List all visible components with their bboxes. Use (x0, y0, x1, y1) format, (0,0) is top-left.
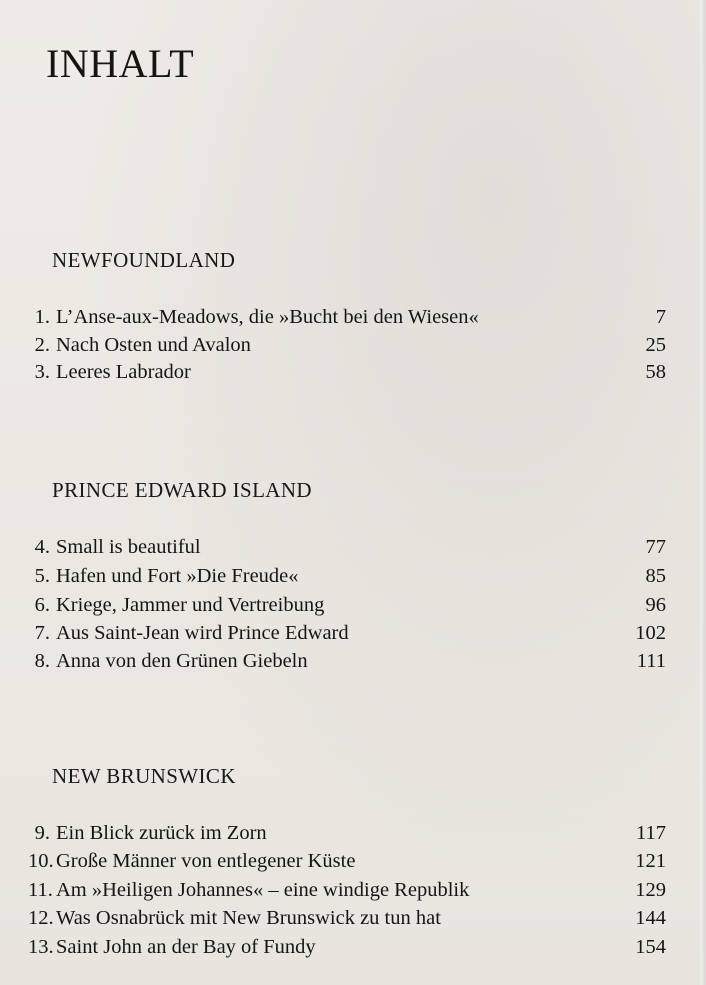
section-heading-newfoundland: NEWFOUNDLAND (52, 248, 236, 272)
chapter-number: 13. (28, 936, 54, 958)
chapter-number: 6. (34, 594, 50, 616)
chapter-number: 3. (34, 361, 50, 383)
toc-entry[interactable] (28, 594, 666, 620)
page-number: 111 (636, 650, 666, 672)
toc-entry[interactable] (28, 536, 666, 562)
chapter-title: Was Osnabrück mit New Brunswick zu tun hat (56, 907, 441, 929)
page-number: 154 (635, 936, 666, 958)
chapter-title: Small is beautiful (56, 536, 201, 558)
page-number: 121 (635, 850, 666, 872)
toc-entry[interactable] (28, 361, 666, 387)
chapter-title: Große Männer von entlegener Küste (56, 850, 356, 872)
page-number: 58 (645, 361, 666, 383)
chapter-title: Nach Osten und Avalon (56, 334, 251, 356)
chapter-number: 11. (28, 879, 53, 901)
chapter-number: 1. (34, 306, 50, 328)
chapter-number: 4. (34, 536, 50, 558)
chapter-number: 5. (34, 565, 50, 587)
page-number: 7 (655, 306, 666, 328)
chapter-title: Leeres Labrador (56, 361, 191, 383)
chapter-number: 7. (34, 622, 50, 644)
chapter-number: 12. (28, 907, 54, 929)
chapter-number: 8. (34, 650, 50, 672)
toc-entry[interactable] (28, 306, 666, 332)
page-number: 77 (645, 536, 666, 558)
page-number: 102 (635, 622, 666, 644)
toc-entry[interactable] (28, 907, 666, 933)
section-heading-new-brunswick: NEW BRUNSWICK (52, 764, 236, 788)
chapter-title: Aus Saint-Jean wird Prince Edward (56, 622, 349, 644)
chapter-title: Saint John an der Bay of Fundy (56, 936, 316, 958)
page-number: 96 (645, 594, 666, 616)
toc-entry[interactable] (28, 936, 666, 962)
toc-entry[interactable] (28, 565, 666, 591)
chapter-title: Hafen und Fort »Die Freude« (56, 565, 299, 587)
section-heading-prince-edward-island: PRINCE EDWARD ISLAND (52, 478, 312, 502)
toc-entry[interactable] (28, 650, 666, 676)
page-number: 85 (645, 565, 666, 587)
page-title: INHALT (46, 41, 195, 86)
toc-entry[interactable] (28, 334, 666, 360)
toc-entry[interactable] (28, 850, 666, 876)
page-number: 144 (635, 907, 666, 929)
toc-entry[interactable] (28, 879, 666, 905)
chapter-number: 9. (34, 822, 50, 844)
page-edge (700, 0, 706, 985)
chapter-title: Ein Blick zurück im Zorn (56, 822, 267, 844)
toc-entry[interactable] (28, 622, 666, 648)
chapter-number: 10. (28, 850, 54, 872)
chapter-title: L’Anse-aux-Meadows, die »Bucht bei den Wiesen« (56, 306, 479, 328)
chapter-title: Am »Heiligen Johannes« – eine windige Republik (56, 879, 470, 901)
chapter-number: 2. (34, 334, 50, 356)
toc-entry[interactable] (28, 822, 666, 848)
page-number: 117 (636, 822, 666, 844)
page-number: 25 (645, 334, 666, 356)
chapter-title: Anna von den Grünen Giebeln (56, 650, 308, 672)
chapter-title: Kriege, Jammer und Vertreibung (56, 594, 325, 616)
page-number: 129 (635, 879, 666, 901)
